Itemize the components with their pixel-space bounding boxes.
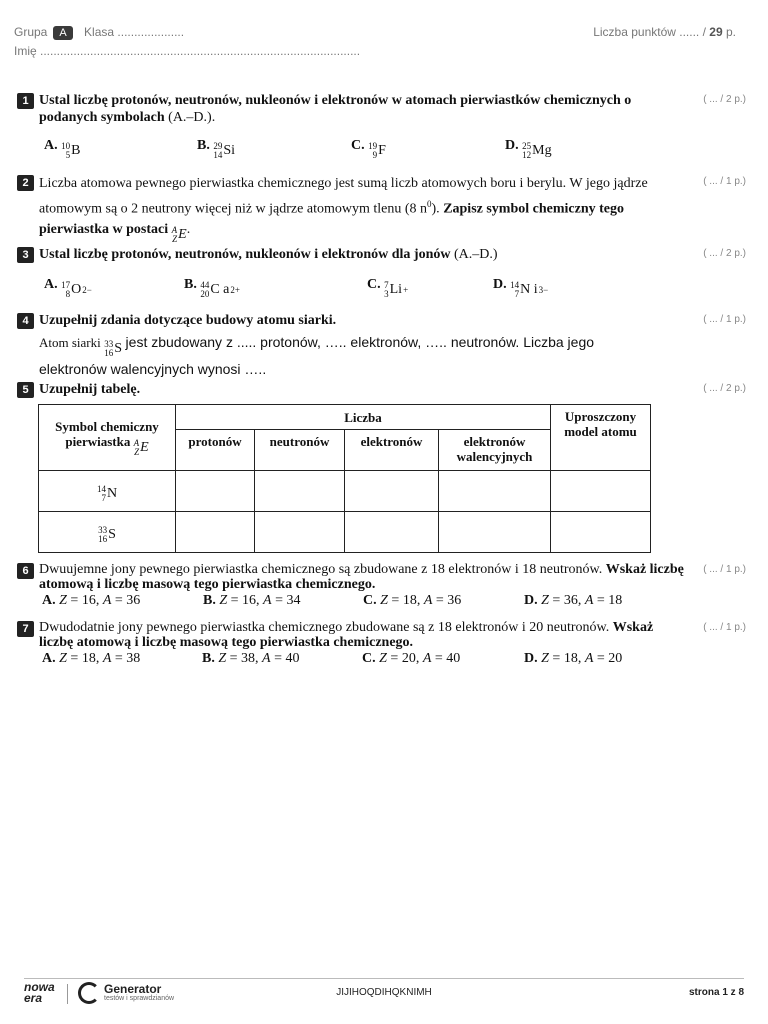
points-max: 29 <box>709 25 723 39</box>
option-c[interactable]: C. Z = 20, A = 40 <box>362 651 461 666</box>
option-b[interactable]: B. Z = 38, A = 40 <box>202 651 300 666</box>
answer-table <box>38 404 651 553</box>
group-label: Grupa <box>14 25 48 39</box>
task-4-sentence: Atom siarki 33 16 S jest zbudowany z ..... protonów, ….. elektronów, ….. neutronów. Liczba jego elektronów walencyjnych wynosi ….. <box>39 334 595 377</box>
task-points: ( ... / 1 p.) <box>703 176 746 187</box>
table-row <box>39 471 651 512</box>
option-d[interactable]: D. Z = 36, A = 18 <box>524 593 623 608</box>
nowa-era-logo: nowa era <box>24 980 55 1005</box>
task-1 <box>17 92 752 126</box>
task-5 <box>17 381 752 398</box>
task-3 <box>17 246 752 263</box>
task-points: ( ... / 1 p.) <box>703 564 746 575</box>
task-2 <box>17 174 752 245</box>
task-text: Uzupełnij tabelę. <box>39 382 141 397</box>
row-symbol: 33 16 S <box>39 512 176 553</box>
formula-notation: A Z E <box>171 224 187 244</box>
table-header-col: protonów <box>176 430 255 471</box>
answer-cell[interactable] <box>255 512 345 553</box>
task-number: 1 <box>17 93 34 109</box>
table-header-symbol: Symbol chemiczny pierwiastka A Z E <box>39 405 176 471</box>
document-code: JIJIHOQDIHQKNIMH <box>336 987 432 998</box>
answer-cell[interactable] <box>439 512 551 553</box>
points-label: Liczba punktów ...... / <box>593 25 706 39</box>
task-text: Ustal liczbę protonów, neutronów, nukleonów i elektronów w atomach pierwiastków chemicznych o podanych symbolach (A.–D.). <box>39 93 632 125</box>
task-text: Dwuujemne jony pewnego pierwiastka chemicznego są zbudowane z 18 elektronów i 18 neutronów. Wskaż liczbę atomową i liczbę masową tego pierwiastka chemicznego. <box>39 562 684 592</box>
task-7 <box>17 620 752 650</box>
page-indicator: strona 1 z 8 <box>688 987 744 998</box>
row-symbol: 14 7 N <box>39 471 176 512</box>
table-row <box>39 512 651 553</box>
option-a[interactable]: A. Z = 16, A = 36 <box>42 593 141 608</box>
task-text: Dwudodatnie jony pewnego pierwiastka chemicznego zbudowane są z 18 elektronów i 20 neutronów. Wskaż liczbę atomową i liczbę masową tego pierwiastka chemicznego. <box>39 620 654 650</box>
option-d[interactable]: D. 14 7 N i 3− <box>493 277 549 299</box>
option-d[interactable]: D. 25 12 Mg <box>505 138 552 160</box>
points-total <box>593 25 736 39</box>
task-number: 7 <box>17 621 34 637</box>
option-b[interactable]: B. 44 20 C a 2+ <box>184 277 240 299</box>
points-unit: p. <box>725 25 736 39</box>
option-d[interactable]: D. Z = 18, A = 20 <box>524 651 623 666</box>
answer-cell[interactable] <box>345 471 439 512</box>
table-header-model: Uproszczony model atomu <box>551 405 651 471</box>
task-text: Liczba atomowa pewnego pierwiastka chemicznego jest sumą liczb atomowych boru i berylu. W jego jądrze atomowym są o 2 neutrony więcej niż w jądrze atomowym tlenu (8 $n^0$). Zapisz symbol chemiczny tego pierwiastka w postaci A Z E . <box>39 176 648 244</box>
answer-cell[interactable] <box>176 512 255 553</box>
task-points: ( ... / 2 p.) <box>703 248 746 259</box>
option-b[interactable]: B. 29 14 Si <box>197 138 236 160</box>
task-points: ( ... / 1 p.) <box>703 314 746 325</box>
answer-cell[interactable] <box>439 471 551 512</box>
task-6 <box>17 562 752 592</box>
name-label: Imię <box>14 44 37 58</box>
task-text: Uzupełnij zdania dotyczące budowy atomu siarki. <box>39 313 337 328</box>
task-7-options <box>0 651 768 669</box>
answer-cell[interactable] <box>551 471 651 512</box>
group-badge: A <box>53 26 72 40</box>
task-number: 4 <box>17 313 34 329</box>
option-c[interactable]: C. Z = 18, A = 36 <box>363 593 462 608</box>
footer-divider <box>24 978 744 979</box>
class-field[interactable]: .................... <box>117 25 185 39</box>
task-number: 6 <box>17 563 34 579</box>
option-a[interactable]: A. 10 5 B <box>44 138 81 160</box>
task-points: ( ... / 2 p.) <box>703 94 746 105</box>
option-a[interactable]: A. 17 8 O 2− <box>44 277 92 299</box>
task-points: ( ... / 2 p.) <box>703 383 746 394</box>
task-number: 2 <box>17 175 34 191</box>
task-3-options <box>0 277 768 297</box>
task-text: Ustal liczbę protonów, neutronów, nukleonów i elektronów dla jonów (A.–D.) <box>39 247 498 262</box>
answer-cell[interactable] <box>255 471 345 512</box>
task-points: ( ... / 1 p.) <box>703 622 746 633</box>
task-number: 3 <box>17 247 34 263</box>
table-header-col: elektronów walencyjnych <box>439 430 551 471</box>
option-c[interactable]: C. 19 9 F <box>351 138 386 160</box>
table-header-col: neutronów <box>255 430 345 471</box>
option-b[interactable]: B. Z = 16, A = 34 <box>203 593 301 608</box>
name-field[interactable]: ................................................................................................ <box>40 44 361 58</box>
task-1-options <box>0 138 768 158</box>
option-a[interactable]: A. Z = 18, A = 38 <box>42 651 141 666</box>
task-6-options <box>0 593 768 611</box>
header-group <box>14 25 184 40</box>
table-header-liczba: Liczba <box>176 405 551 430</box>
option-c[interactable]: C. 7 3 Li + <box>367 277 409 299</box>
name-row <box>14 44 360 58</box>
table-header-col: elektronów <box>345 430 439 471</box>
task-number: 5 <box>17 382 34 398</box>
answer-cell[interactable] <box>551 512 651 553</box>
answer-cell[interactable] <box>176 471 255 512</box>
answer-cell[interactable] <box>345 512 439 553</box>
task-4 <box>17 312 752 329</box>
class-label: Klasa <box>84 25 115 39</box>
